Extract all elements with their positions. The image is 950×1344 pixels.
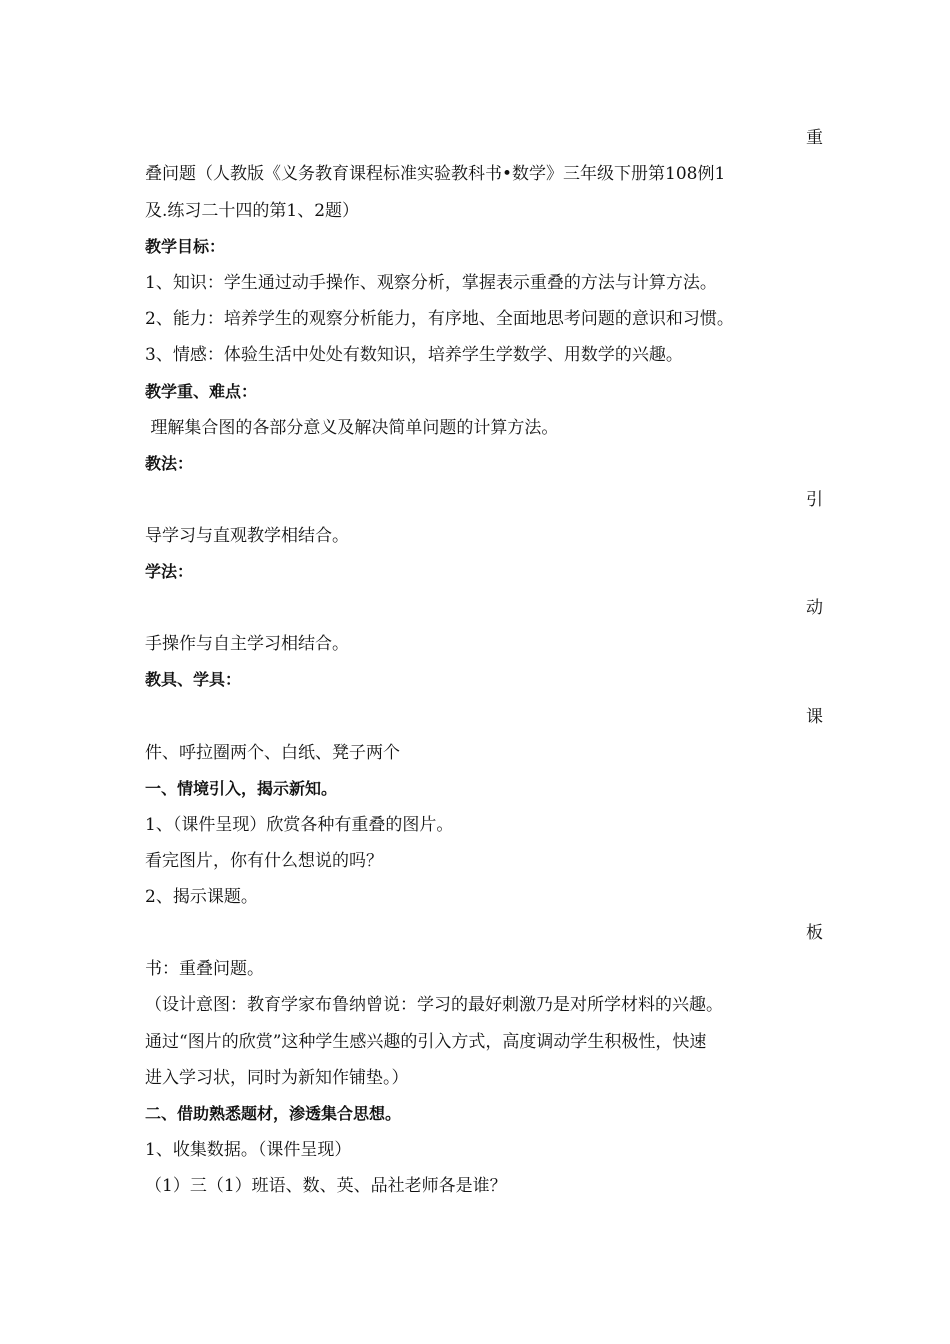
text-line: 1、（课件呈现）欣赏各种有重叠的图片。 xyxy=(145,815,454,835)
text-line-wrap-char: 重 xyxy=(806,128,823,148)
text-line: 导学习与直观教学相结合。 xyxy=(145,526,349,546)
section-heading: 二、借助熟悉题材，渗透集合思想。 xyxy=(145,1104,402,1123)
text-line: 2、能力：培养学生的观察分析能力，有序地、全面地思考问题的意识和习惯。 xyxy=(145,309,734,329)
text-line: 看完图片，你有什么想说的吗？ xyxy=(145,851,383,871)
text-line: 件、呼拉圈两个、白纸、凳子两个 xyxy=(145,743,400,763)
text-line: 3、情感：体验生活中处处有数知识，培养学生学数学、用数学的兴趣。 xyxy=(145,345,683,365)
text-line: 及.练习二十四的第1、2题） xyxy=(145,201,360,221)
section-heading: 教学目标： xyxy=(145,237,226,256)
text-line: 2、揭示课题。 xyxy=(145,887,258,907)
text-line: 叠问题（人教版《义务教育课程标准实验教科书•数学》三年级下册第108例1 xyxy=(145,164,726,184)
text-line: 通过“图片的欣赏”这种学生感兴趣的引入方式，高度调动学生积极性，快速 xyxy=(145,1032,707,1052)
text-line: 1、收集数据。（课件呈现） xyxy=(145,1140,352,1160)
section-heading: 教具、学具： xyxy=(145,670,242,689)
section-heading: 学法： xyxy=(145,562,194,581)
text-line: 手操作与自主学习相结合。 xyxy=(145,634,349,654)
text-line-wrap-char: 板 xyxy=(806,923,823,943)
text-line-wrap-char: 课 xyxy=(806,707,823,727)
text-line: （1）三（1）班语、数、英、品社老师各是谁？ xyxy=(145,1176,507,1196)
text-line-wrap-char: 引 xyxy=(806,490,823,510)
text-line-wrap-char: 动 xyxy=(806,598,823,618)
text-line: （设计意图：教育学家布鲁纳曾说：学习的最好刺激乃是对所学材料的兴趣。 xyxy=(145,995,723,1015)
section-heading: 教法： xyxy=(145,454,194,473)
section-heading: 教学重、难点： xyxy=(145,382,258,401)
text-line: 书：重叠问题。 xyxy=(145,959,264,979)
text-line: 理解集合图的各部分意义及解决简单问题的计算方法。 xyxy=(145,418,559,438)
text-line: 1、知识：学生通过动手操作、观察分析，掌握表示重叠的方法与计算方法。 xyxy=(145,273,717,293)
text-line: 进入学习状，同时为新知作铺垫。） xyxy=(145,1068,409,1088)
section-heading: 一、情境引入，揭示新知。 xyxy=(145,779,338,798)
